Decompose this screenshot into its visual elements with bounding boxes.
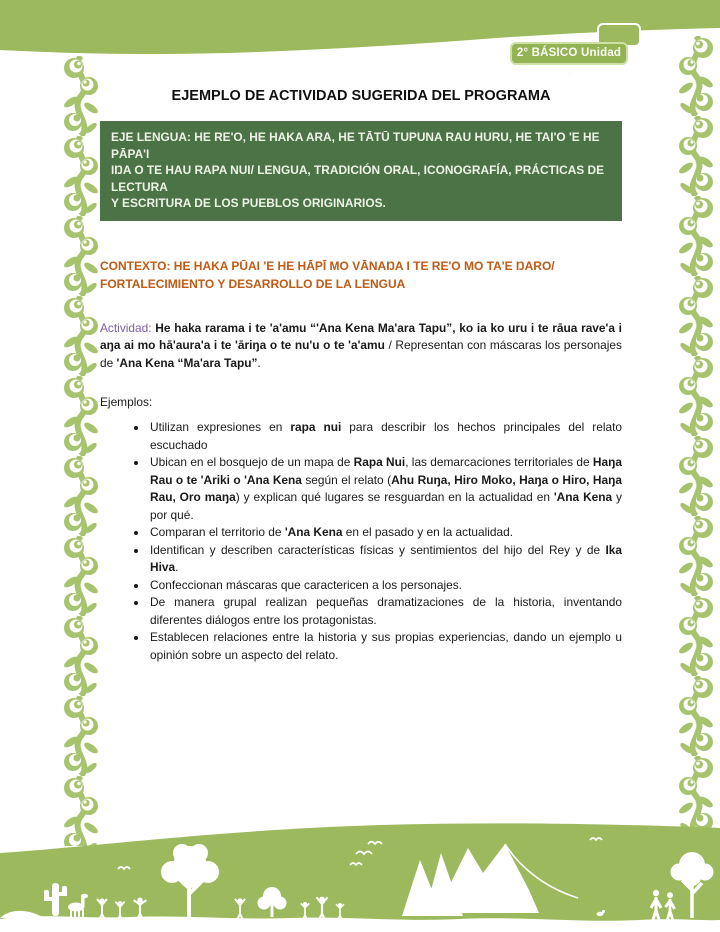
text-segment: 'Ana Kena “Ma'ara Tapu” bbox=[116, 355, 258, 370]
text-segment: Haŋa Rau o te 'Ariki o 'Ana Kena bbox=[150, 455, 622, 487]
text-segment: y por qué. bbox=[150, 490, 623, 522]
ejemplos-label: Ejemplos: bbox=[100, 395, 153, 409]
text-segment: Ahu Ruŋa, Hiro Moko, Haŋa o Hiro, Haŋa Rau, Oro maŋa bbox=[150, 472, 623, 504]
text-segment: 'Ana Kena bbox=[553, 490, 613, 504]
text-segment: Comparan el territorio de bbox=[150, 525, 285, 539]
list-item bbox=[148, 594, 622, 629]
text-segment: Ubican en el bosquejo de un mapa de bbox=[150, 455, 354, 469]
list-item bbox=[148, 454, 622, 524]
text-segment: / Representan con máscaras los personajes de bbox=[100, 338, 622, 370]
text-segment: Establecen relaciones entre la historia y sus propias experiencias, dando un ejemplo u opinión sobre un aspecto del relato. bbox=[150, 630, 622, 662]
eje-line-3: Y ESCRITURA DE LOS PUEBLOS ORIGINARIOS. bbox=[111, 196, 386, 210]
contexto-line-1: CONTEXTO: HE HAKA PŪAI 'E HE HĀPĪ MO VĀNAŊA I TE RE'O MO TA'E ŊARO/ bbox=[100, 258, 555, 273]
contexto-heading bbox=[100, 257, 622, 293]
ejemplos-list bbox=[100, 419, 622, 664]
text-segment: según el relato ( bbox=[301, 472, 392, 487]
eje-line-2: IŊA O TE HAU RAPA NUI/ LENGUA, TRADICIÓN ORAL, ICONOGRAFÍA, PRÁCTICAS DE LECTURA bbox=[111, 163, 605, 194]
text-segment: . bbox=[175, 560, 179, 574]
text-segment: , las demarcaciones territoriales de bbox=[405, 455, 593, 469]
list-item bbox=[148, 577, 622, 595]
koru-border-left-icon bbox=[62, 56, 100, 846]
text-segment: para describir los hechos principales del relato escuchado bbox=[150, 420, 622, 452]
text-segment: Rapa Nui bbox=[353, 455, 406, 469]
text-segment: Identifican y describen características físicas y sentimientos del hijo del Rey y de bbox=[150, 542, 606, 557]
text-segment: en el pasado y en la actualidad. bbox=[342, 525, 514, 539]
list-item bbox=[148, 542, 622, 577]
eje-line-1: EJE LENGUA: HE RE'O, HE HAKA ARA, HE TĀTŪ TUPUNA RAU HURU, HE TAI'O 'E HE PĀPA'I bbox=[111, 130, 600, 161]
unit-badge: 2° BÁSICO Unidad 1 bbox=[510, 42, 628, 65]
text-segment: ) y explican qué lugares se resguardan en la actualidad en bbox=[235, 490, 554, 504]
list-item bbox=[148, 524, 622, 542]
footer-landscape-illustration bbox=[0, 820, 720, 932]
actividad-paragraph bbox=[100, 320, 622, 373]
text-segment: De manera grupal realizan pequeñas dramatizaciones de la historia, inventando diferentes diálogos entre los protagonistas. bbox=[150, 595, 622, 627]
text-segment: rapa nui bbox=[290, 420, 342, 434]
page-title: EJEMPLO DE ACTIVIDAD SUGERIDA DEL PROGRAMA bbox=[171, 88, 551, 104]
text-segment: Confeccionan máscaras que caractericen a los personajes. bbox=[150, 577, 462, 592]
text-segment: . bbox=[257, 355, 261, 370]
eje-lengua-box bbox=[100, 121, 622, 221]
text-segment: Utilizan expresiones en bbox=[150, 420, 291, 434]
text-segment: He haka rarama i te 'a'amu “'Ana Kena Ma'ara Tapu”, ko ia ko uru i te rāua rave'a i aŋa ai mo hā'aura'a i te 'āriŋa o te nu'u o te 'a'amu bbox=[100, 320, 622, 352]
document-content bbox=[100, 0, 622, 664]
text-segment: Actividad: bbox=[100, 320, 152, 335]
koru-border-right-icon bbox=[676, 36, 715, 856]
list-item bbox=[148, 419, 622, 454]
contexto-line-2: FORTALECIMIENTO Y DESARROLLO DE LA LENGUA bbox=[100, 276, 406, 291]
list-item bbox=[148, 629, 622, 664]
text-segment: Ika Hiva bbox=[150, 542, 622, 574]
text-segment: 'Ana Kena bbox=[284, 525, 343, 539]
